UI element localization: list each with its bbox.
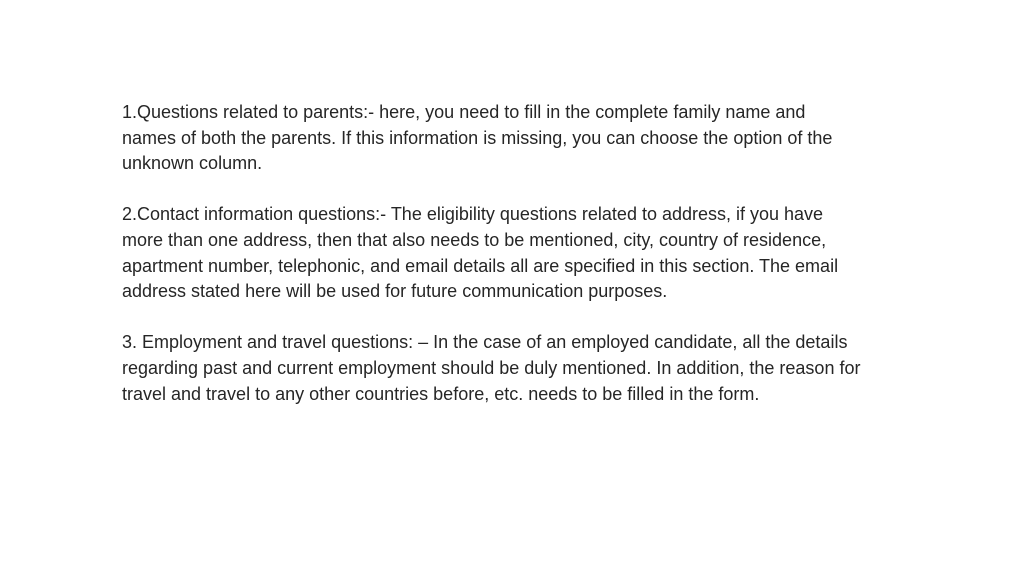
paragraph-employment-travel-questions: 3. Employment and travel questions: – In the case of an employed candidate, all the details regarding past and current employment should be duly mentioned. In addition, the reason for travel and travel to any other countries before, etc. needs to be filled in the form. [122, 332, 861, 404]
paragraph-contact-questions: 2.Contact information questions:- The eligibility questions related to address, if you have more than one address, then that also needs to be mentioned, city, country of residence, apartment number, telephonic, and email details all are specified in this section. The email address stated here will be used for future communication purposes. [122, 204, 839, 302]
slide-text-body [122, 100, 862, 407]
paragraph-parents-questions: 1.Questions related to parents:- here, you need to fill in the complete family name and names of both the parents. If this information is missing, you can choose the option of the unknown column. [122, 102, 833, 174]
